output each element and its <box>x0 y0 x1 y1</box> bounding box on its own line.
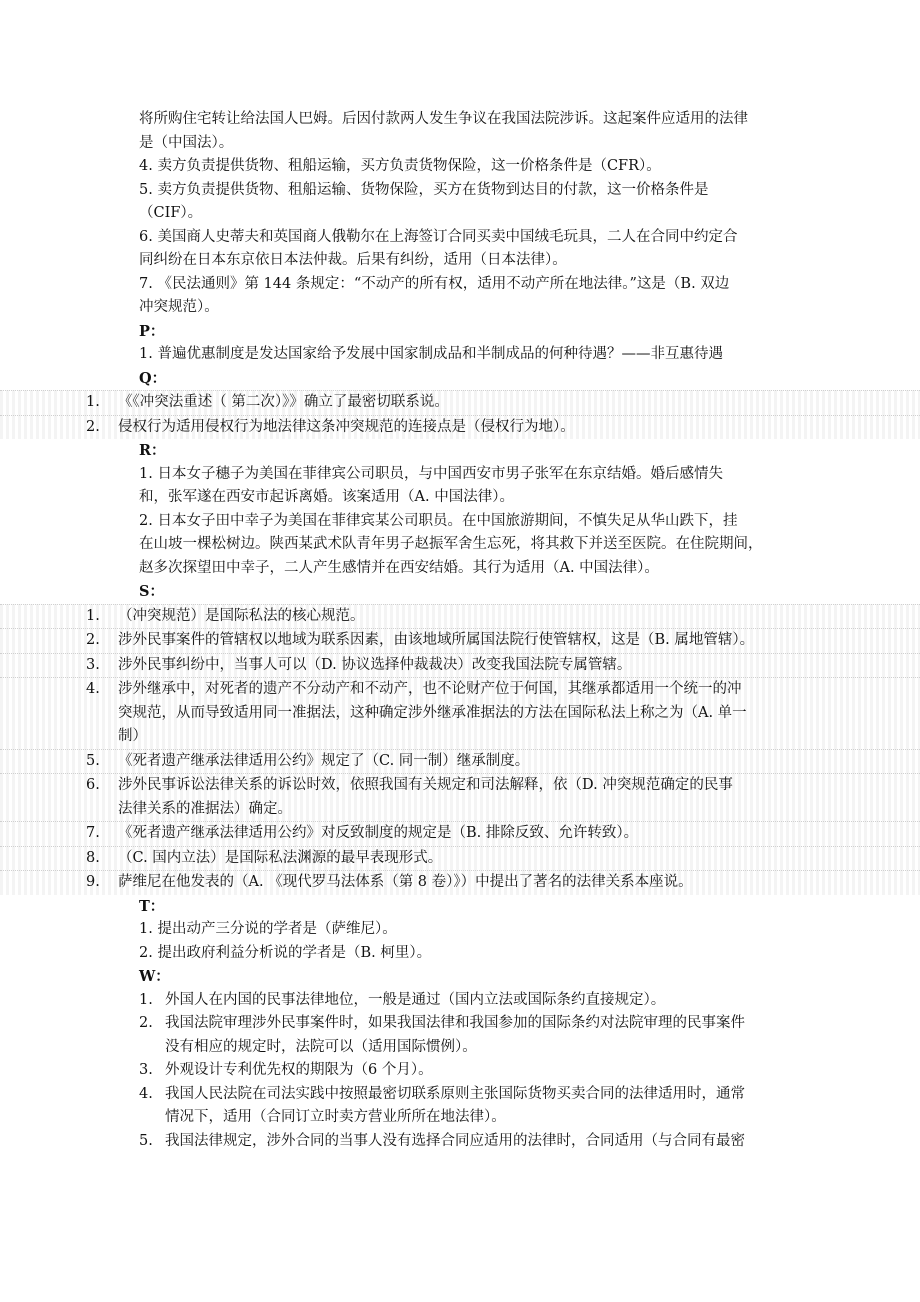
item-number: 9. <box>86 874 100 890</box>
section-header-t: T： <box>139 897 165 915</box>
numbered-item <box>0 870 920 895</box>
item-number: 8. <box>86 849 100 866</box>
item-text: 法律关系的准据法）确定。 <box>118 800 292 817</box>
paragraph-line: 1. 普遍优惠制度是发达国家给予发展中国家制成品和半制成品的何种待遇？——非互惠待遇 <box>139 346 723 362</box>
item-text: 突规范，从而导致适用同一准据法，这种确定涉外继承准据法的方法在国际私法上称之为（A. 单一 <box>118 704 747 721</box>
item-text: 外国人在内国的民事法律地位，一般是通过（国内立法或国际条约直接规定）。 <box>165 991 666 1008</box>
paragraph-line: 赵多次探望田中幸子，二人产生感情并在西安结婚。其行为适用（A. 中国法律）。 <box>139 559 659 576</box>
paragraph-line: 6. 美国商人史蒂夫和英国商人俄勒尔在上海签订合同买卖中国绒毛玩具，二人在合同中约定合 <box>139 228 738 245</box>
item-number: 5. <box>86 752 100 769</box>
numbered-item <box>0 415 920 440</box>
paragraph-line: 是（中国法）。 <box>139 134 234 151</box>
section-header-s: S： <box>139 583 164 600</box>
paragraph-line: 2. 日本女子田中幸子为美国在菲律宾某公司职员。在中国旅游期间，不慎失足从华山跌下，挂 <box>139 512 738 529</box>
item-text: （冲突规范）是国际私法的核心规范。 <box>118 607 365 624</box>
numbered-item <box>0 1059 920 1083</box>
item-text: 《死者遗产继承法律适用公约》规定了（C. 同一制）继承制度。 <box>118 752 530 769</box>
item-number: 5. <box>139 1132 153 1149</box>
numbered-item <box>0 773 920 821</box>
item-text: 《死者遗产继承法律适用公约》对反致制度的规定是（B. 排除反致、允许转致）。 <box>118 825 639 841</box>
item-number: 4. <box>139 1085 153 1102</box>
item-number: 3. <box>139 1062 153 1078</box>
item-text: 没有相应的规定时，法院可以（适用国际惯例）。 <box>165 1038 477 1055</box>
item-number: 1. <box>139 991 153 1008</box>
paragraph-line: 冲突规范）。 <box>139 299 219 315</box>
paragraph-line: 在山坡一棵松树边。陕西某武术队青年男子赵振军舍生忘死，将其救下并送至医院。在住院期间， <box>139 536 763 552</box>
numbered-item <box>0 846 920 871</box>
paragraph-line: 和，张军遂在西安市起诉离婚。该案适用（A. 中国法律）。 <box>139 489 514 505</box>
section-header-w: W： <box>139 968 170 985</box>
paragraph-line: 5. 卖方负责提供货物、租船运输、货物保险，买方在货物到达目的付款，这一价格条件是 <box>139 181 709 198</box>
numbered-item <box>0 749 920 774</box>
item-text: 外观设计专利优先权的期限为（6 个月）。 <box>165 1062 433 1078</box>
numbered-item <box>0 390 920 415</box>
item-text: 制） <box>118 728 147 744</box>
item-text: （C. 国内立法）是国际私法渊源的最早表现形式。 <box>118 849 443 866</box>
item-text: 涉外民事诉讼法律关系的诉讼时效，依照我国有关规定和司法解释，依（D. 冲突规范确定的民事 <box>118 777 733 793</box>
item-text: 我国人民法院在司法实践中按照最密切联系原则主张国际货物买卖合同的法律适用时，通常 <box>165 1085 745 1102</box>
paragraph-line: （CIF）。 <box>139 205 203 221</box>
section-header-p: P： <box>139 322 165 340</box>
section-header-q: Q： <box>139 369 167 387</box>
item-number: 7. <box>86 825 100 841</box>
paragraph-line: 将所购住宅转让给法国人巴姆。后因付款两人发生争议在我国法院涉诉。这起案件应适用的法律 <box>139 111 748 127</box>
paragraph-line: 2. 提出政府利益分析说的学者是（B. 柯里）。 <box>139 944 432 961</box>
numbered-item <box>0 1083 920 1130</box>
item-number: 1. <box>86 607 100 624</box>
numbered-item <box>0 1130 920 1154</box>
item-text: 侵权行为适用侵权行为地法律这条冲突规范的连接点是（侵权行为地）。 <box>118 418 575 435</box>
paragraph-line: 7. 《民法通则》第 144 条规定：“不动产的所有权，适用不动产所在地法律。”这是（B. 双边 <box>139 275 730 292</box>
item-text: 涉外民事案件的管辖权以地域为联系因素，由该地域所属国法院行使管辖权，这是（B. 属地管辖）。 <box>118 632 755 648</box>
section-header-r: R： <box>139 442 166 459</box>
item-text: 我国法律规定，涉外合同的当事人没有选择合同应适用的法律时，合同适用（与合同有最密 <box>165 1132 745 1149</box>
item-number: 6. <box>86 777 100 793</box>
paragraph-line: 1. 提出动产三分说的学者是（萨维尼）。 <box>139 921 397 937</box>
item-number: 3. <box>86 656 100 673</box>
numbered-item <box>0 653 920 678</box>
paragraph-line: 4. 卖方负责提供货物、租船运输，买方负责货物保险，这一价格条件是（CFR）。 <box>139 158 661 174</box>
paragraph-line: 同纠纷在日本东京依日本法仲裁。后果有纠纷，适用（日本法律）。 <box>139 252 567 268</box>
item-text: 萨维尼在他发表的（A. 《现代罗马法体系（第 8 卷）》）中提出了著名的法律关系本座说。 <box>118 874 693 890</box>
paragraph-line: 1. 日本女子穗子为美国在菲律宾公司职员，与中国西安市男子张军在东京结婚。婚后感情失 <box>139 465 723 482</box>
item-number: 2. <box>86 632 100 648</box>
numbered-item <box>0 604 920 629</box>
item-number: 2. <box>86 418 100 435</box>
item-text: 《《冲突法重述（ 第二次）》》确立了最密切联系说。 <box>118 394 449 410</box>
numbered-item <box>0 1012 920 1059</box>
numbered-item <box>0 989 920 1013</box>
item-text: 涉外继承中，对死者的遗产不分动产和不动产，也不论财产位于何国，其继承都适用一个统一的冲 <box>118 681 742 697</box>
item-number: 1. <box>86 394 100 410</box>
item-text: 情况下，适用（合同订立时卖方营业所所在地法律）。 <box>165 1109 506 1125</box>
document-page <box>0 108 920 1153</box>
numbered-item <box>0 677 920 749</box>
numbered-item <box>0 628 920 653</box>
item-text: 我国法院审理涉外民事案件时，如果我国法律和我国参加的国际条约对法院审理的民事案件 <box>165 1015 745 1031</box>
item-number: 4. <box>86 681 100 697</box>
item-number: 2. <box>139 1015 153 1031</box>
item-text: 涉外民事纠纷中，当事人可以（D. 协议选择仲裁裁决）改变我国法院专属管辖。 <box>118 656 632 673</box>
numbered-item <box>0 821 920 846</box>
